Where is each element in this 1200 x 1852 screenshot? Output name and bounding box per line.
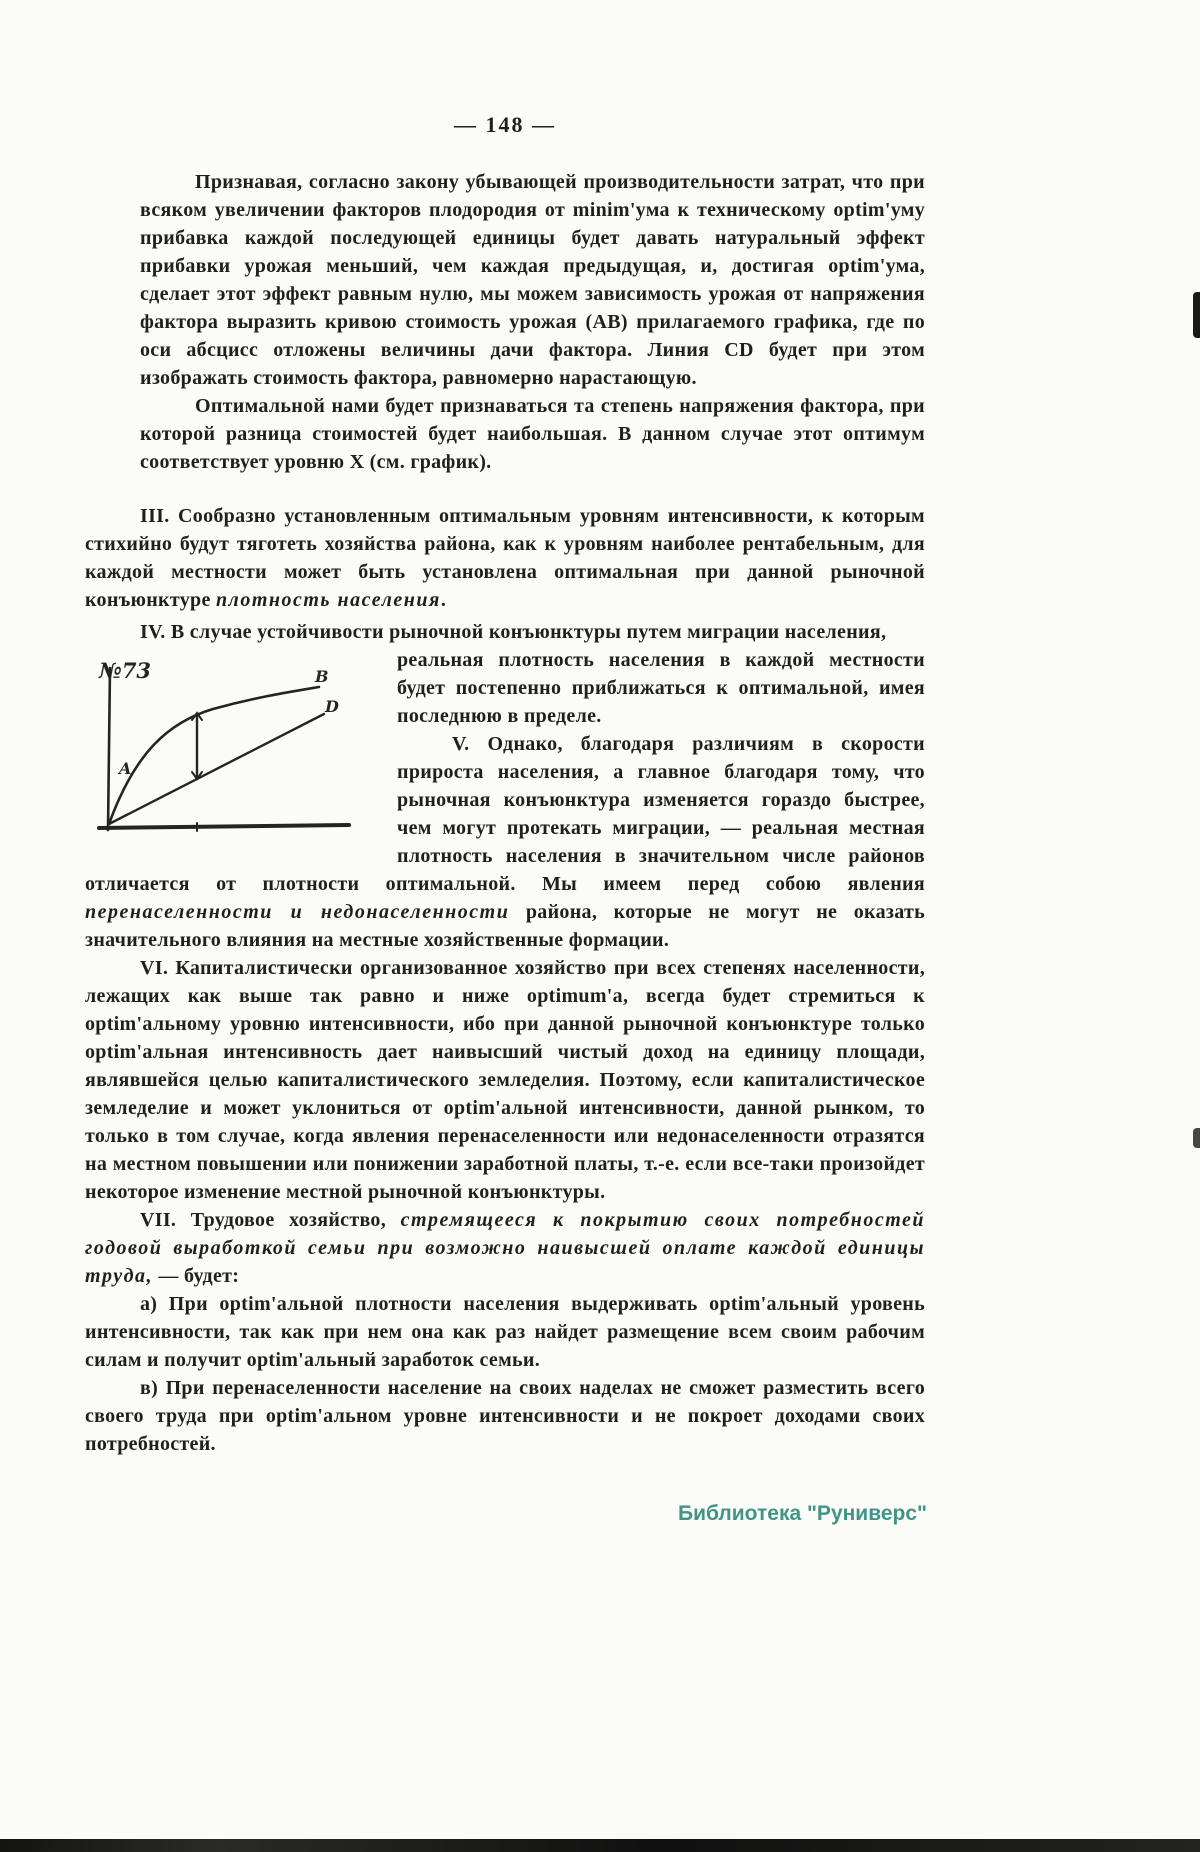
point-b-label: B xyxy=(315,667,329,686)
paragraph-vii-text: VII. Трудовое хозяйство, xyxy=(140,1209,401,1231)
paragraph-iv-intro: IV. В случае устойчивости рыночной конъюнктуры путем миграции населения, xyxy=(140,621,887,643)
figure-caption: №73 xyxy=(99,658,152,683)
page-number: — 148 — xyxy=(454,112,556,137)
paragraph-iii-text: III. Сообразно установленным оптимальным уровням интенсивности, к которым стихийно будут тяготеть хозяйства района, как к уровням наиболее рентабельным, для каждой местности может быть установлена оптимальная при данной рыночной конъюнктуре xyxy=(85,505,925,611)
paragraph-vi: VI. Капиталистически организованное хозяйство при всех степенях населенности, лежащих как выше так равно и ниже optimum'а, всегда будет стремиться к optim'альному уровню интенсивности, ибо при данной рыночной конъюнктуре только optim'альная интенсивность дает наивысший чистый доход на единицу площади, являвшейся целью капиталистического земледелия. Поэтому, если капиталистическое земледелие и может уклониться от optim'альной интенсивности, данной рынком, то только в том случае, когда явления перенаселенности или недонаселенности отразятся на местном повышении или понижении заработной платы, т.-е. если все-таки произойдет некоторое изменение местной рыночной конъюнктуры. xyxy=(85,957,925,1203)
paragraph-v-end: района, которые не могут не оказать значительного влияния на местные хозяйственные формации. xyxy=(85,901,925,951)
opening-block xyxy=(140,168,925,476)
paragraph-item-a: а) При optim'альной плотности населения выдерживать optim'альный уровень интенсивности, так как при нем она как раз найдет размещение всем своим рабочим силам и получит optim'альный заработок семьи. xyxy=(85,1293,925,1371)
curve-ab xyxy=(109,687,319,824)
paragraph-v-text: V. Однако, благодаря различиям в скорости прироста населения, а главное благодаря тому, что рыночная конъюнктура изменяется гораздо быстрее, чем могут протекать миграции, — реальная местная плотность населения в значительном числе районов отличается от плотности оптимальной. Мы имеем перед собою явления xyxy=(85,733,925,895)
paragraph-iii-end: . xyxy=(440,589,447,611)
library-watermark: Библиотека "Руниверс" xyxy=(677,1502,927,1525)
paragraph-iii xyxy=(85,502,925,614)
line-cd xyxy=(109,714,324,824)
scan-edge-artifact xyxy=(1193,1128,1200,1148)
paragraph-item-b: в) При перенаселенности население на своих наделах не сможет разместить всего своего труда при optim'альном уровне интенсивности и не покроет доходами своих потребностей. xyxy=(85,1377,925,1455)
graph-73-svg xyxy=(91,654,363,852)
x-axis-line xyxy=(99,825,349,828)
scan-bottom-edge xyxy=(0,1839,1200,1852)
emphasis-population-density: плотность населения xyxy=(215,589,441,611)
emphasis-over-under-population: перенаселенности и недонаселенности xyxy=(85,901,510,923)
emphasis-labor-farm-goal: стремящееся к покрытию своих потребностей годовой выработкой семьи при возможно наивысшей оплате каждой единицы труда, xyxy=(85,1209,925,1287)
point-a-label: A xyxy=(119,759,132,778)
paragraph-vii xyxy=(85,1206,925,1290)
paragraph-intro-2: Оптимальной нами будет признаваться та степень напряжения фактора, при которой разница стоимостей будет наибольшая. В данном случае этот оптимум соответствует уровню X (см. график). xyxy=(140,395,925,473)
scan-edge-artifact xyxy=(1193,292,1200,338)
paragraph-iv-rest: реальная плотность населения в каждой местности будет постепенно приближаться к оптимальной, имея последнюю в пределе. xyxy=(397,649,925,727)
paragraph-vii-end: — будет: xyxy=(153,1265,240,1287)
point-d-label: D xyxy=(325,697,339,716)
figure-graph-73 xyxy=(91,654,363,852)
paragraph-intro-1: Признавая, согласно закону убывающей производительности затрат, что при всяком увеличении факторов плодородия от minim'ума к техническому optim'уму прибавка каждой последующей единицы будет давать натуральный эффект прибавки урожая меньший, чем каждая предыдущая, и, достигая optim'ума, сделает этот эффект равным нулю, мы можем зависимость урожая от напряжения фактора выразить кривою стоимость урожая (АВ) прилагаемого графика, где по оси абсцисс отложены величины дачи фактора. Линия CD будет при этом изображать стоимость фактора, равномерно нарастающую. xyxy=(140,171,925,389)
y-axis-line xyxy=(108,668,110,830)
